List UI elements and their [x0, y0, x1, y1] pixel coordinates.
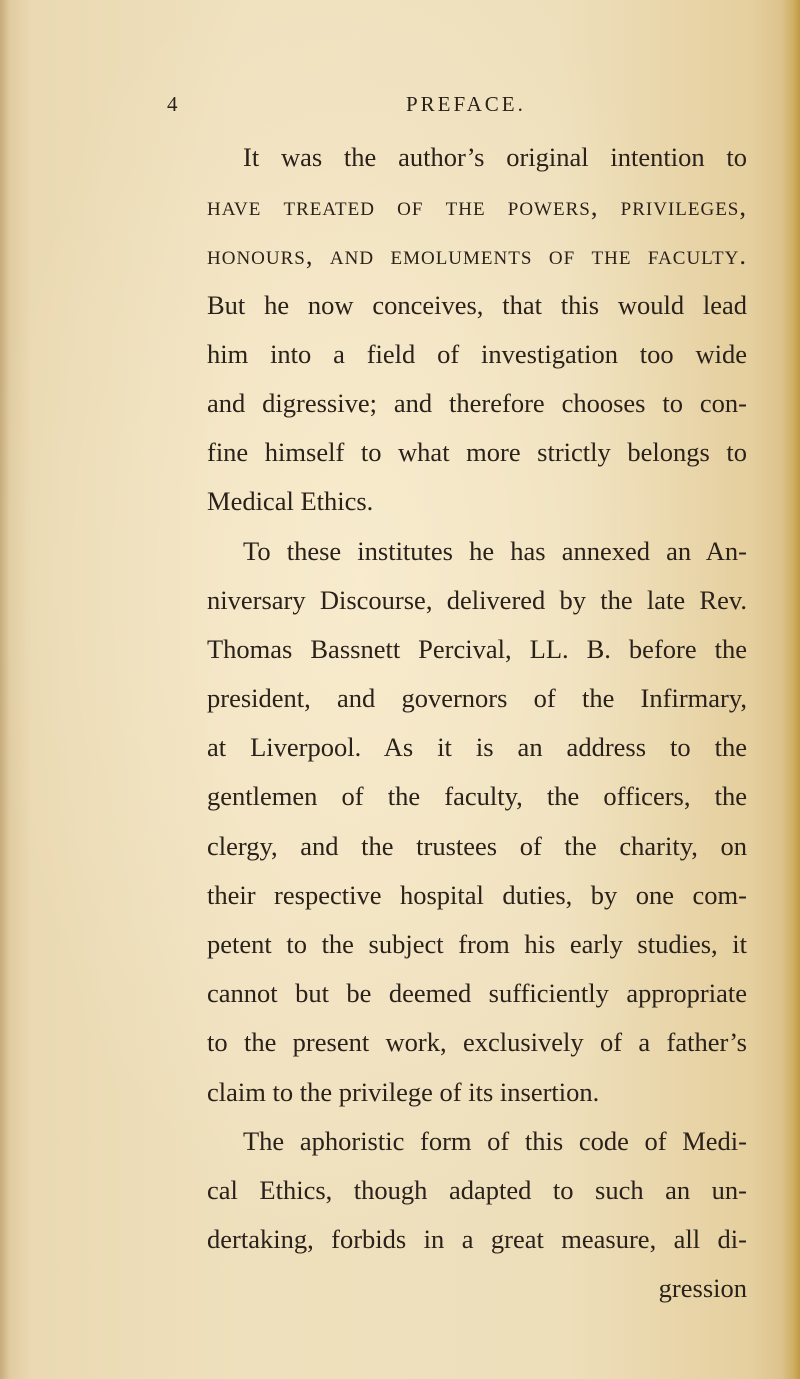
- text-line: fine himself to what more strictly belongs to: [207, 437, 747, 468]
- text-line: Thomas Bassnett Percival, LL. B. before the: [207, 633, 747, 664]
- catchword: gression: [658, 1273, 747, 1304]
- text-line: and digressive; and therefore chooses to con-: [207, 387, 747, 418]
- text-line: clergy, and the trustees of the charity, on: [207, 830, 747, 861]
- body-text: [207, 133, 747, 1314]
- text-line: cal Ethics, though adapted to such an un-: [207, 1174, 747, 1205]
- text-line: honours, and emoluments of the faculty.: [207, 240, 747, 271]
- text-line: Medical Ethics.: [207, 486, 374, 517]
- text-line: him into a field of investigation too wide: [207, 338, 747, 369]
- page-left-shadow: [0, 0, 10, 1379]
- text-line: cannot but be deemed sufficiently appropriate: [207, 978, 747, 1009]
- text-line: dertaking, forbids in a great measure, all di-: [207, 1224, 747, 1255]
- text-line: at Liverpool. As it is an address to the: [207, 732, 747, 763]
- text-line: claim to the privilege of its insertion.: [207, 1076, 600, 1107]
- text-line: niversary Discourse, delivered by the late Rev.: [207, 584, 747, 615]
- page-header: [167, 92, 707, 122]
- text-line: gentlemen of the faculty, the officers, the: [207, 781, 747, 812]
- text-line: But he now conceives, that this would lead: [207, 289, 747, 320]
- text-line: their respective hospital duties, by one com-: [207, 879, 747, 910]
- text-line: To these institutes he has annexed an An-: [243, 535, 747, 566]
- text-line: president, and governors of the Infirmary,: [207, 683, 747, 714]
- page-number: 4: [167, 92, 180, 116]
- text-line: The aphoristic form of this code of Medi-: [243, 1125, 747, 1156]
- page-right-edge: [782, 0, 800, 1379]
- text-line: to the present work, exclusively of a father’s: [207, 1027, 747, 1058]
- running-head: PREFACE.: [406, 92, 526, 116]
- text-line: petent to the subject from his early studies, it: [207, 929, 747, 959]
- text-line: have treated of the powers, privileges,: [207, 191, 747, 222]
- text-line: It was the author’s original intention to: [243, 142, 747, 172]
